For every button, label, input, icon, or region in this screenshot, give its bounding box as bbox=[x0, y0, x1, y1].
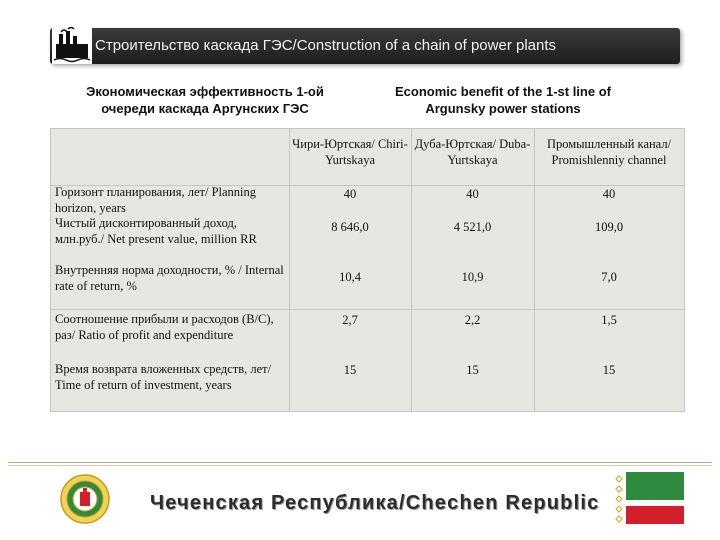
table-cell: 4 521,0 bbox=[453, 220, 492, 234]
subtitle-russian: Экономическая эффективность 1-ой очереди каскада Аргунских ГЭС bbox=[86, 84, 324, 116]
row-label-internal-rate-of-return: Внутренняя норма доходности, % / Internal rate of return, % bbox=[55, 263, 284, 293]
table-cell: 8 646,0 bbox=[331, 220, 369, 234]
table-cell: 10,9 bbox=[461, 270, 484, 284]
table-cell: 40 bbox=[466, 187, 479, 201]
table-cell: 15 bbox=[343, 363, 357, 377]
column-header-chiri-yurtskaya: Чири-Юртская/ Chiri-Yurtskaya bbox=[292, 137, 408, 167]
table-cell: 40 bbox=[343, 187, 357, 201]
footer-title: Чеченская Республика/Chechen Republic bbox=[150, 492, 600, 514]
page-title: Строительство каскада ГЭС/Construction of a chain of power plants bbox=[95, 37, 557, 54]
row-label-planning-horizon: Горизонт планирования, лет/ Planning horizon, years bbox=[55, 185, 257, 215]
table-cell: 10,4 bbox=[339, 270, 361, 284]
footer-divider bbox=[8, 462, 712, 463]
power-plant-icon bbox=[52, 26, 92, 64]
column-header-duba-yurtskaya: Дуба-Юртская/ Duba-Yurtskaya bbox=[414, 137, 531, 167]
chechen-flag bbox=[612, 472, 684, 524]
table-cell: 7,0 bbox=[601, 270, 617, 284]
subtitle-english: Economic benefit of the 1-st line of Argunsky power stations bbox=[395, 84, 611, 116]
table-cell: 2,2 bbox=[464, 313, 481, 327]
table-cell: 15 bbox=[602, 363, 616, 377]
table-cell: 2,7 bbox=[342, 313, 358, 327]
footer-divider bbox=[8, 465, 712, 466]
table-cell: 109,0 bbox=[594, 220, 624, 234]
table-cell: 15 bbox=[466, 363, 479, 377]
economic-benefit-table bbox=[50, 128, 685, 412]
table-cell: 40 bbox=[602, 187, 616, 201]
row-label-time-of-return: Время возврата вложенных средств, лет/ Time of return of investment, years bbox=[55, 362, 272, 392]
row-label-ratio-profit-expenditure: Соотношение прибыли и расходов (B/C), раз/ Ratio of profit and expenditure bbox=[55, 312, 274, 342]
column-header-promishlenniy-channel: Промышленный канал/ Promishlenniy channel bbox=[546, 137, 672, 167]
chechen-coat-of-arms bbox=[60, 474, 110, 524]
table-cell: 1,5 bbox=[601, 313, 617, 327]
row-label-net-present-value: Чистый дисконтированный доход, млн.руб./ Net present value, million RR bbox=[55, 216, 257, 246]
